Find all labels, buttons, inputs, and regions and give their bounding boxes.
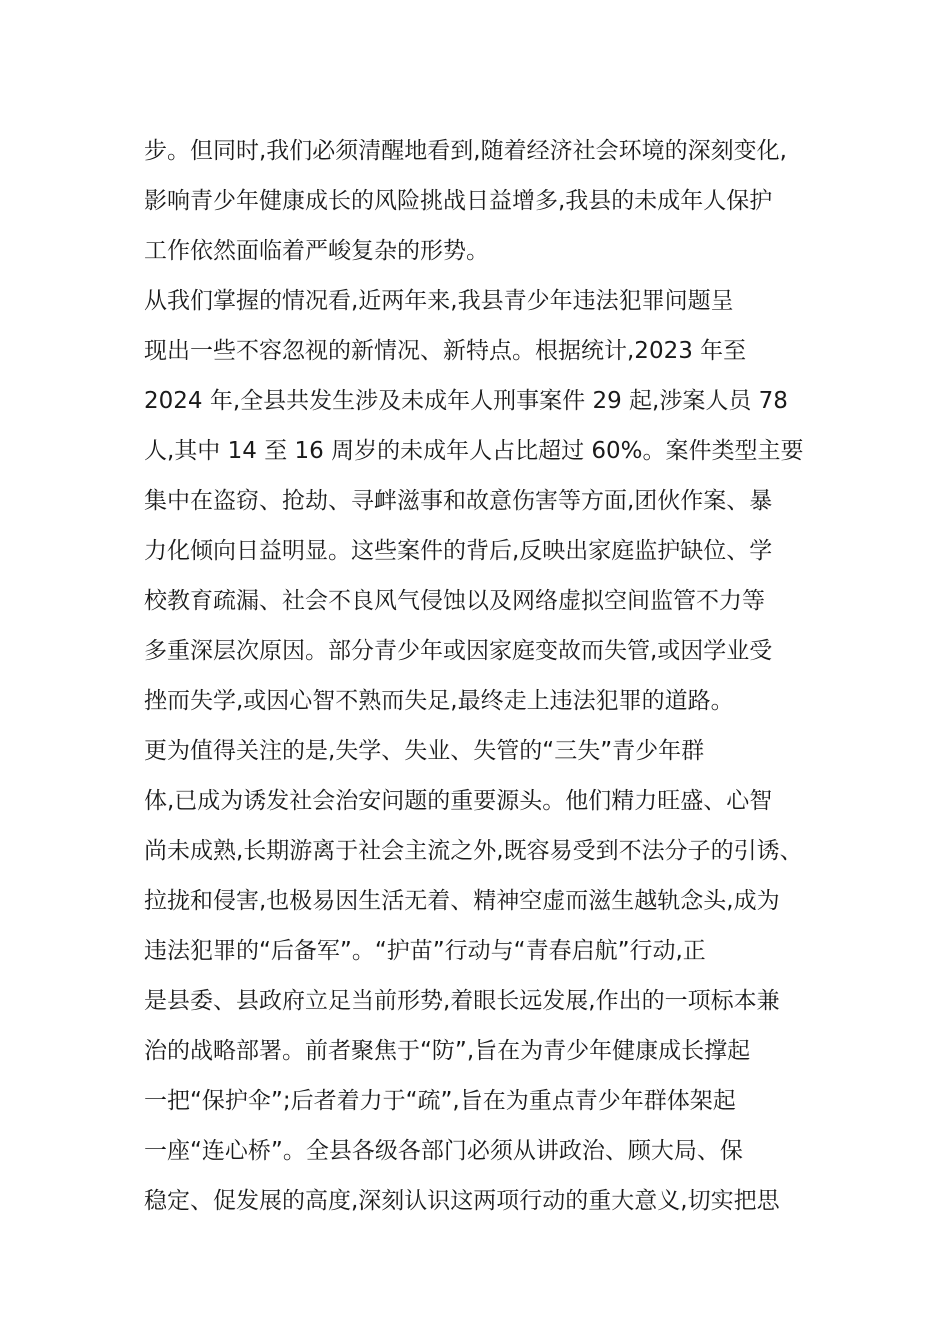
text-line: 工作依然面临着严峻复杂的形势。 xyxy=(144,238,489,264)
text-line: 从我们掌握的情况看,近两年来,我县青少年违法犯罪问题呈 xyxy=(144,288,734,314)
text-line: 步。但同时,我们必须清醒地看到,随着经济社会环境的深刻变化, xyxy=(144,138,787,164)
text-line: 力化倾向日益明显。这些案件的背后,反映出家庭监护缺位、学 xyxy=(144,538,773,564)
text-line: 2024 年,全县共发生涉及未成年人刑事案件 29 起,涉案人员 78 xyxy=(144,388,788,414)
text-line: 尚未成熟,长期游离于社会主流之外,既容易受到不法分子的引诱、 xyxy=(144,838,803,864)
text-line: 一把“保护伞”;后者着力于“疏”,旨在为重点青少年群体架起 xyxy=(144,1088,736,1114)
text-line: 影响青少年健康成长的风险挑战日益增多,我县的未成年人保护 xyxy=(144,188,773,214)
text-line: 稳定、促发展的高度,深刻认识这两项行动的重大意义,切实把思 xyxy=(144,1188,780,1214)
text-line: 一座“连心桥”。全县各级各部门必须从讲政治、顾大局、保 xyxy=(144,1138,743,1164)
text-line: 人,其中 14 至 16 周岁的未成年人占比超过 60%。案件类型主要 xyxy=(144,438,804,464)
text-line: 拉拢和侵害,也极易因生活无着、精神空虚而滋生越轨念头,成为 xyxy=(144,888,780,914)
text-line: 挫而失学,或因心智不熟而失足,最终走上违法犯罪的道路。 xyxy=(144,688,734,714)
text-line: 治的战略部署。前者聚焦于“防”,旨在为青少年健康成长撑起 xyxy=(144,1038,751,1064)
text-line: 更为值得关注的是,失学、失业、失管的“三失”青少年群 xyxy=(144,738,705,764)
text-line: 违法犯罪的“后备军”。“护苗”行动与“青春启航”行动,正 xyxy=(144,938,706,964)
text-line: 集中在盗窃、抢劫、寻衅滋事和故意伤害等方面,团伙作案、暴 xyxy=(144,488,773,514)
text-line: 多重深层次原因。部分青少年或因家庭变故而失管,或因学业受 xyxy=(144,638,773,664)
text-line: 体,已成为诱发社会治安问题的重要源头。他们精力旺盛、心智 xyxy=(144,788,773,814)
text-line: 校教育疏漏、社会不良风气侵蚀以及网络虚拟空间监管不力等 xyxy=(144,588,765,614)
text-line: 现出一些不容忽视的新情况、新特点。根据统计,2023 年至 xyxy=(144,338,747,364)
text-line: 是县委、县政府立足当前形势,着眼长远发展,作出的一项标本兼 xyxy=(144,988,780,1014)
